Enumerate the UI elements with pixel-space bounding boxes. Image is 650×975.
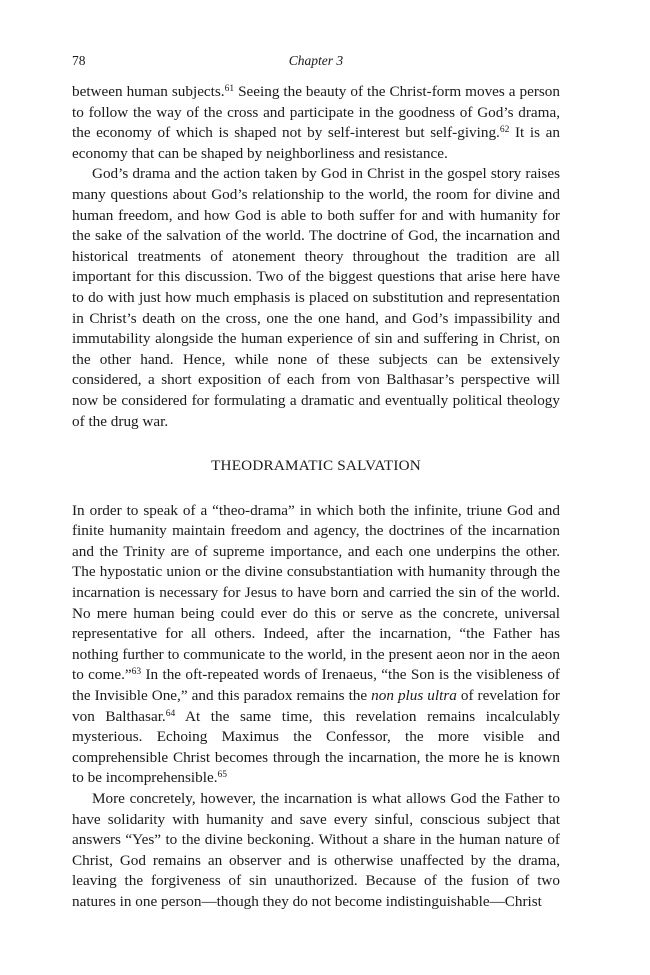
section-paragraphs [72,501,560,913]
section-heading: THEODRAMATIC SALVATION [211,457,421,475]
text-run: God’s drama and the action taken by God in Christ in the gospel story raises many questions about God’s relationship to the world, the room for divine and human freedom, and how God is able to both suffer for and with humanity for the sake of the salvation of the world. The doctrine of God, the incarnation and historical treatments of atonement theory throughout the tradition are all important for this discussion. Two of the biggest questions that arise here have to do with just how much emphasis is placed on substitution and representation in Christ’s death on the cross, one the one hand, and God’s impassibility and immutability alongside the human experience of sin and suffering in Christ, on the other hand. Hence, while none of these subjects can be extensively considered, a short exposition of each from von Balthasar’s perspective will now be considered for formulating a dramatic and eventually political theology of the drug war. [72,165,560,430]
running-head: Chapter 3 [288,53,344,68]
italic-text: non plus ultra [371,687,457,705]
intro-paragraphs [72,82,560,432]
text-run: Seeing the beauty of the Christ-form moves a person to follow the way of the cross and participate in the goodness of God’s drama, the economy of which is shaped not by self-interest but self-giving. [72,83,560,142]
text-run: In order to speak of a “theo-drama” in which both the infinite, triune God and finite humanity maintain freedom and agency, the doctrines of the incarnation and the Trinity are of supreme importance, and each one underpins the other. The hypostatic union or the divine consubstantiation with humanity through the incarnation is necessary for Jesus to have born and carried the sin of the world. No mere human being could ever do this or serve as the concrete, universal representative for all others. Indeed, after the incarnation, “the Father has nothing further to communicate to the world, in the present aeon nor in the aeon to come.” [72,501,560,684]
footnote-ref: 65 [217,770,228,781]
paragraph [72,501,560,789]
text-run: of revelation for von Balthasar. [72,687,560,725]
footnote-ref: 63 [131,667,142,678]
footnote-ref: 64 [165,708,176,719]
text-run: In the oft-repeated words of Irenaeus, “the Son is the visibleness of the Invisible One,” and this paradox remains the [72,666,560,705]
text-run: More concretely, however, the incarnation is what allows God the Father to have solidarity with humanity and save every sinful, conscious subject that answers “Yes” to the divine beckoning. Without a share in the human nature of Christ, God remains an observer and is otherwise unaffected by the drama, leaving the forgiveness of sin unauthorized. Because of the fusion of two natures in one person—though they do not become indistinguishable—Christ [72,790,560,910]
footnote-ref: 61 [224,84,235,94]
text-run: between human subjects. [72,83,225,100]
paragraph [72,789,560,913]
text-run: It is an economy that can be shaped by neighborliness and resistance. [72,124,560,162]
footnote-ref: 62 [499,125,510,136]
text-run: At the same time, this revelation remains incalculably mysterious. Echoing Maximus the Confessor, the more visible and comprehensible Christ becomes through the incarnation, the more he is known to be incomprehensible. [72,707,561,787]
page-number: 78 [72,53,86,68]
paragraph [72,164,560,432]
paragraph [72,82,560,164]
body-text [72,82,560,913]
page-header [72,53,560,73]
